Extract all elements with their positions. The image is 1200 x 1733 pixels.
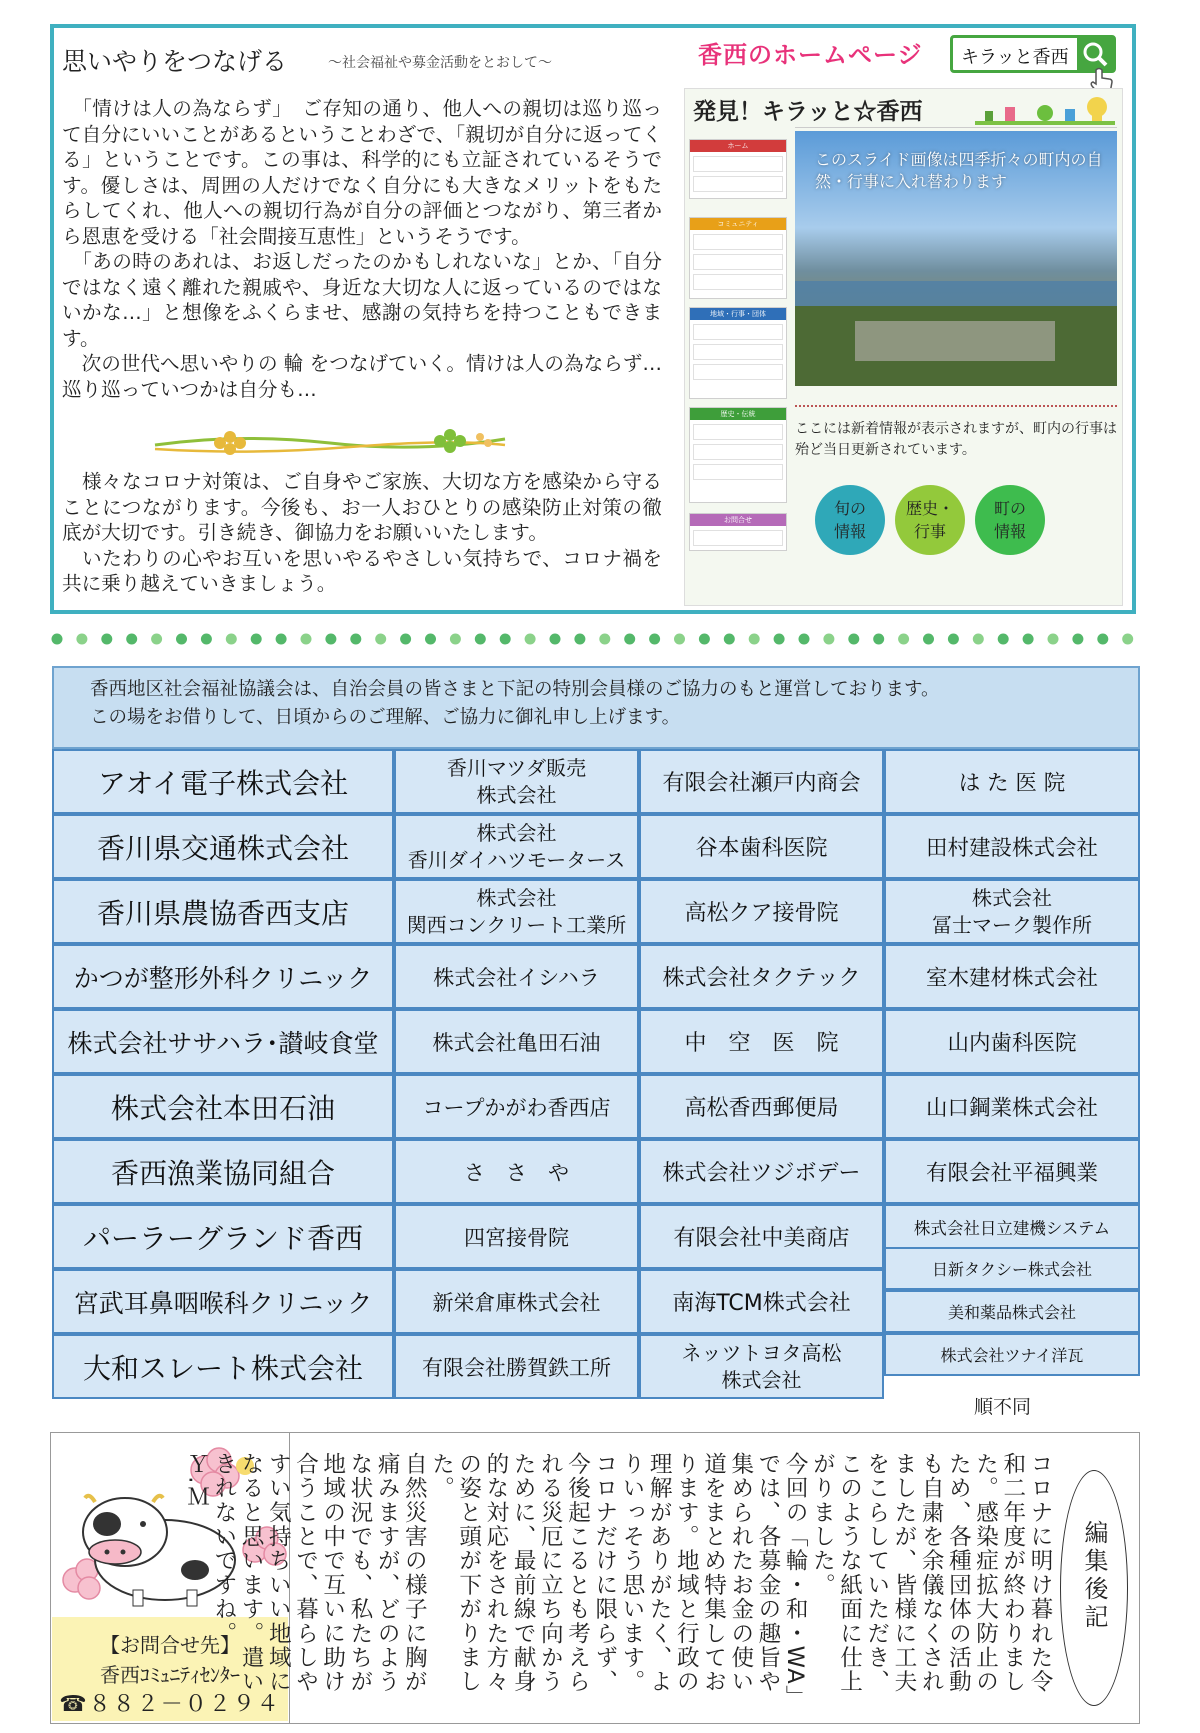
divider-dot <box>649 634 660 645</box>
divider-dot <box>350 634 361 645</box>
nav-line <box>693 530 783 546</box>
members-intro-line-2: この場をお借りして、日頃からのご理解、ご協力に御礼申し上げます。 <box>90 707 681 728</box>
homepage-news-text: ここには新着情報が表示されますが、町内の行事は殆ど当日更新されています。 <box>795 421 1117 458</box>
contact-phone: ☎８８２－０２９４ <box>59 1692 281 1717</box>
homepage-search-strip <box>795 119 1117 128</box>
divider-dot <box>425 634 436 645</box>
divider-dot <box>201 634 212 645</box>
member-cell: かつが整形外科クリニック <box>52 944 394 1009</box>
nav-block-contact <box>689 513 787 551</box>
member-cell: 株式会社 関西コンクリート工業所 <box>394 879 639 944</box>
nav-line <box>693 344 783 360</box>
divider-dot <box>525 634 536 645</box>
member-cell: 株式会社 冨士マーク製作所 <box>884 879 1140 944</box>
divider-dot <box>400 634 411 645</box>
divider-dot <box>475 634 486 645</box>
divider-dot <box>151 634 162 645</box>
divider-dot <box>1023 634 1034 645</box>
divider-dot <box>126 634 137 645</box>
member-cell: 株式会社 香川ダイハツモータース <box>394 814 639 879</box>
divider-dot <box>774 634 785 645</box>
divider-dot <box>550 634 561 645</box>
divider-dot <box>450 634 461 645</box>
divider-dot <box>973 634 984 645</box>
divider-dot <box>699 634 710 645</box>
nav-line <box>693 274 783 290</box>
member-cell: 株式会社イシハラ <box>394 944 639 1009</box>
nav-line <box>693 324 783 340</box>
member-cell: 新栄倉庫株式会社 <box>394 1269 639 1334</box>
divider-dot <box>574 634 585 645</box>
nav-block-community <box>689 217 787 299</box>
divider-dot <box>948 634 959 645</box>
member-cell: 香川マツダ販売 株式会社 <box>394 749 639 814</box>
nav-block-home <box>689 139 787 199</box>
editorial-text: コロナに明け暮れた令和二年度が終わりました。感染症拡大防止のため、各種団体の活動も自粛を余儀なくされましたが、皆様に工夫をこらしていただき、このような紙面に仕上がりました。 今回の「輪・和・WA」では、各募金の趣旨や集められたお金の使い道をまとめ特集しております。地域と行政の理解がありがたく、よりいっそう思います。 コロナだけに限らず、今後起こるとも考えられる災厄に立ち向かうために、最前線で献身的な対応をされた方々の姿と頭が下がりました。 自然災害の様子に胸が痛みますが、どのような状況でも、私たちが地域の中で互いに助け合うことで、暮らしやすい気持ちいい地域になると思います。遣いきれないですね。 Ｙ.Ｍ <box>183 1452 1053 1710</box>
clover-ribbon-decoration <box>150 425 510 459</box>
member-cell: 谷本歯科医院 <box>639 814 884 879</box>
members-intro <box>52 666 1140 749</box>
member-cell: 四宮接骨院 <box>394 1204 639 1269</box>
divider-dot <box>724 634 735 645</box>
nav-line <box>693 364 783 380</box>
member-cell: 山内歯科医院 <box>884 1009 1140 1074</box>
article-subtitle: ～社会福祉や募金活動をとおして～ <box>328 55 552 71</box>
member-cell: パーラーグランド香西 <box>52 1204 394 1269</box>
divider-dot <box>923 634 934 645</box>
article-paragraph-1: 「情けは人の為ならず」 ご存知の通り、他人への親切は巡り巡って自分にいいことがあるということわざで、「親切が自分に返ってくる」ということです。この事は、科学的にも立証されているそうです。優しさは、周囲の人だけでなく自分にも大きなメリットをもたらしてくれ、他人への親切行為が自分の評価とつながり、第三者から恩恵を受ける「社会間接互恵性」というそうです。 「あの時のあれは、お返しだったのかもしれないな」とか、「自分ではなく遠く離れた親戚や、身近な大切な人に返っているのではないかな…」と想像をふくらませ、感謝の気持ちを持つこともできます。 次の世代へ思いやりの 輪 をつなげていく。情けは人の為ならず…巡り巡っていつかは自分も… <box>62 97 662 401</box>
circle-button-town[interactable]: 町の 情報 <box>975 485 1045 555</box>
member-cell-small: 株式会社日立建機システム <box>884 1204 1140 1249</box>
member-cell: 中 空 医 院 <box>639 1009 884 1074</box>
divider-dot <box>599 634 610 645</box>
divider-dot <box>823 634 834 645</box>
contact-heading: 【お問合せ先】 <box>100 1633 240 1657</box>
member-cell: ネッツトヨタ高松 株式会社 <box>639 1334 884 1399</box>
divider-dot <box>749 634 760 645</box>
member-cell: は た 医 院 <box>884 749 1140 814</box>
divider-dot <box>799 634 810 645</box>
nav-head: 歴史・伝統 <box>690 408 786 420</box>
divider-dot <box>301 634 312 645</box>
member-cell: 香西漁業協同組合 <box>52 1139 394 1204</box>
homepage-search-text: キラッと香西 <box>961 47 1069 68</box>
member-cell: 室木建材株式会社 <box>884 944 1140 1009</box>
member-cell: 株式会社本田石油 <box>52 1074 394 1139</box>
homepage-screenshot <box>684 88 1123 606</box>
nav-block-area <box>689 307 787 399</box>
divider-dot <box>276 634 287 645</box>
member-cell: 有限会社平福興業 <box>884 1139 1140 1204</box>
homepage-news-header <box>795 391 1117 407</box>
nav-line <box>693 176 783 192</box>
member-cell: 高松香西郵便局 <box>639 1074 884 1139</box>
divider-dot <box>1122 634 1133 645</box>
divider-dot <box>52 634 63 645</box>
dots-divider <box>50 632 1150 646</box>
member-cell: 高松クア接骨院 <box>639 879 884 944</box>
nav-line <box>693 234 783 250</box>
divider-dot <box>1072 634 1083 645</box>
nav-line <box>693 444 783 460</box>
divider-dot <box>375 634 386 645</box>
circle-button-seasonal[interactable]: 旬の 情報 <box>815 485 885 555</box>
article-paragraph-2: 様々なコロナ対策は、ご自身やご家族、大切な方を感染から守ることにつながります。今後も、お一人おひとりの感染防止対策の徹底が大切です。引き続き、御協力をお願いいたします。 いたわりの心やお互いを思いやるやさしい気持ちで、コロナ禍を共に乗り越えていきましょう。 <box>62 470 662 595</box>
nav-head: ホーム <box>690 140 786 152</box>
divider-dot <box>76 634 87 645</box>
member-cell: さ さ や <box>394 1139 639 1204</box>
member-cell: 株式会社ツジボデー <box>639 1139 884 1204</box>
nav-block-history <box>689 407 787 503</box>
divider-dot <box>873 634 884 645</box>
homepage-slide-image <box>795 131 1117 386</box>
nav-head: コミュニティ <box>690 218 786 230</box>
divider-dot <box>674 634 685 645</box>
nav-head: お問合せ <box>690 514 786 526</box>
member-cell: コープかがわ香西店 <box>394 1074 639 1139</box>
divider-dot <box>176 634 187 645</box>
member-cell: 有限会社勝賀鉄工所 <box>394 1334 639 1399</box>
member-cell: 有限会社中美商店 <box>639 1204 884 1269</box>
divider-dot <box>226 634 237 645</box>
member-cell: 大和スレート株式会社 <box>52 1334 394 1399</box>
nav-head: 地域・行事・団体 <box>690 308 786 320</box>
homepage-site-logo: 発見！キラッと☆香西 <box>693 98 923 125</box>
member-cell-small: 日新タクシー株式会社 <box>884 1247 1140 1290</box>
member-cell-small: 株式会社ツナイ洋瓦 <box>884 1333 1140 1376</box>
member-cell: 宮武耳鼻咽喉科クリニック <box>52 1269 394 1334</box>
member-cell: 山口鋼業株式会社 <box>884 1074 1140 1139</box>
divider-dot <box>500 634 511 645</box>
divider-dot <box>1048 634 1059 645</box>
nav-line <box>693 254 783 270</box>
nav-line <box>693 464 783 480</box>
member-cell: 南海TCM株式会社 <box>639 1269 884 1334</box>
members-intro-line-1: 香西地区社会福祉協議会は、自治会員の皆さまと下記の特別会員様のご協力のもと運営しております。 <box>90 679 940 700</box>
member-cell: 有限会社瀬戸内商会 <box>639 749 884 814</box>
divider-dot <box>998 634 1009 645</box>
divider-dot <box>1097 634 1108 645</box>
editorial-label: 編集後記 <box>1080 1520 1108 1632</box>
divider-dot <box>251 634 262 645</box>
article-title: 思いやりをつなげる <box>62 47 288 76</box>
homepage-slide-caption: このスライド画像は四季折々の町内の自然・行事に入れ替わります <box>815 150 1103 191</box>
divider-dot <box>848 634 859 645</box>
member-cell: 香川県交通株式会社 <box>52 814 394 879</box>
nav-line <box>693 424 783 440</box>
divider-dot <box>898 634 909 645</box>
divider-dot <box>624 634 635 645</box>
circle-button-history[interactable]: 歴史・ 行事 <box>895 485 965 555</box>
member-cell: 株式会社タクテック <box>639 944 884 1009</box>
nav-line <box>693 156 783 172</box>
member-cell-small: 美和薬品株式会社 <box>884 1290 1140 1333</box>
member-cell: 香川県農協香西支店 <box>52 879 394 944</box>
member-cell: 株式会社亀田石油 <box>394 1009 639 1074</box>
member-cell: 田村建設株式会社 <box>884 814 1140 879</box>
divider-dot <box>101 634 112 645</box>
order-note: 順不同 <box>974 1396 1032 1418</box>
contact-organization: 香西ｺﾐｭﾆﾃｨｾﾝﾀｰ <box>100 1663 240 1687</box>
divider-dot <box>325 634 336 645</box>
homepage-title: 香西のホームページ <box>698 41 923 69</box>
member-cell: アオイ電子株式会社 <box>52 749 394 814</box>
member-cell: 株式会社ササハラ･讃岐食堂 <box>52 1009 394 1074</box>
homepage-side-menu <box>689 139 787 579</box>
